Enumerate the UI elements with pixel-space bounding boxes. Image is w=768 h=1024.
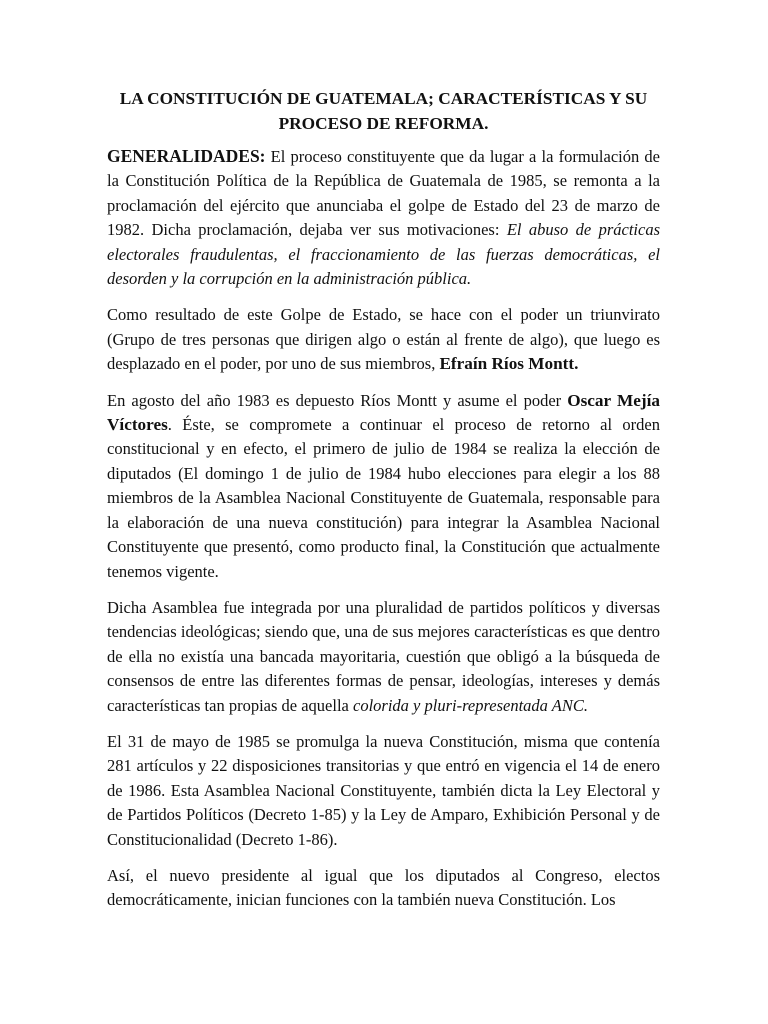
paragraph-text: Como resultado de este Golpe de Estado, se hace con el poder un triunvirato (Grupo de tres personas que dirigen algo o están al frente de algo), que luego es desplazado en el poder, por uno de sus miembros, [107,305,660,374]
paragraph-asamblea [107,596,660,718]
paragraph-text: En agosto del año 1983 es depuesto Ríos Montt y asume el poder [107,390,568,410]
document-title [107,86,660,136]
paragraph-text: Dicha Asamblea fue integrada por una pluralidad de partidos políticos y diversas tendencias ideológicas; siendo que, una de sus mejores características es que dentro de ella no existía una bancada mayoritaria, cuestión que obligó a la búsqueda de consensos de entre las diferentes formas de pensar, ideologías, intereses y demás características tan propias de aquella [107,597,660,715]
paragraph-triunvirato [107,303,660,376]
paragraph-presidente [107,864,660,913]
bold-name: Oscar Mejía Víctores [107,390,661,435]
document-page [107,86,660,925]
paragraph-text: El 31 de mayo de 1985 se promulga la nueva Constitución, misma que contenía 281 artículos y 22 disposiciones transitorias y que entró en vigencia el 14 de enero de 1986. Esta Asamblea Nacional Constituyente, también dicta la Ley Electoral y de Partidos Políticos (Decreto 1-85) y la Ley de Amparo, Exhibición Personal y de Constitucionalidad (Decreto 1-86). [107,731,660,849]
title-line-2: PROCESO DE REFORMA. [278,114,489,133]
italic-quote: El abuso de prácticas electorales fraudulentas, el fraccionamiento de las fuerzas democráticas, el desorden y la corrupción en la administración pública. [107,220,660,289]
bold-name: Efraín Ríos Montt. [439,354,579,374]
italic-phrase: colorida y pluri-representada ANC. [353,695,588,715]
paragraph-generalidades [107,144,660,291]
paragraph-promulgacion [107,730,660,852]
paragraph-text: Así, el nuevo presidente al igual que los diputados al Congreso, electos democráticamente, inician funciones con la también nueva Constitución. Los [107,865,660,910]
section-lead-label: GENERALIDADES: [107,146,266,166]
title-line-1: LA CONSTITUCIÓN DE GUATEMALA; CARACTERÍSTICAS Y SU [119,89,648,108]
paragraph-text: El proceso constituyente que da lugar a la formulación de la Constitución Política de la República de Guatemala de 1985, se remonta a la proclamación del ejército que anunciaba el golpe de Estado del 23 de marzo de 1982. Dicha proclamación, dejaba ver sus motivaciones: [107,147,660,240]
paragraph-mejia-victores [107,389,660,584]
paragraph-text: . Éste, se compromete a continuar el proceso de retorno al orden constitucional y en efecto, el primero de julio de 1984 se realiza la elección de diputados (El domingo 1 de julio de 1984 hubo elecciones para elegir a los 88 miembros de la Asamblea Nacional Constituyente de Guatemala, responsable para la elaboración de una nueva constitución) para integrar la Asamblea Nacional Constituyente que presentó, como producto final, la Constitución que actualmente tenemos vigente. [107,415,660,581]
